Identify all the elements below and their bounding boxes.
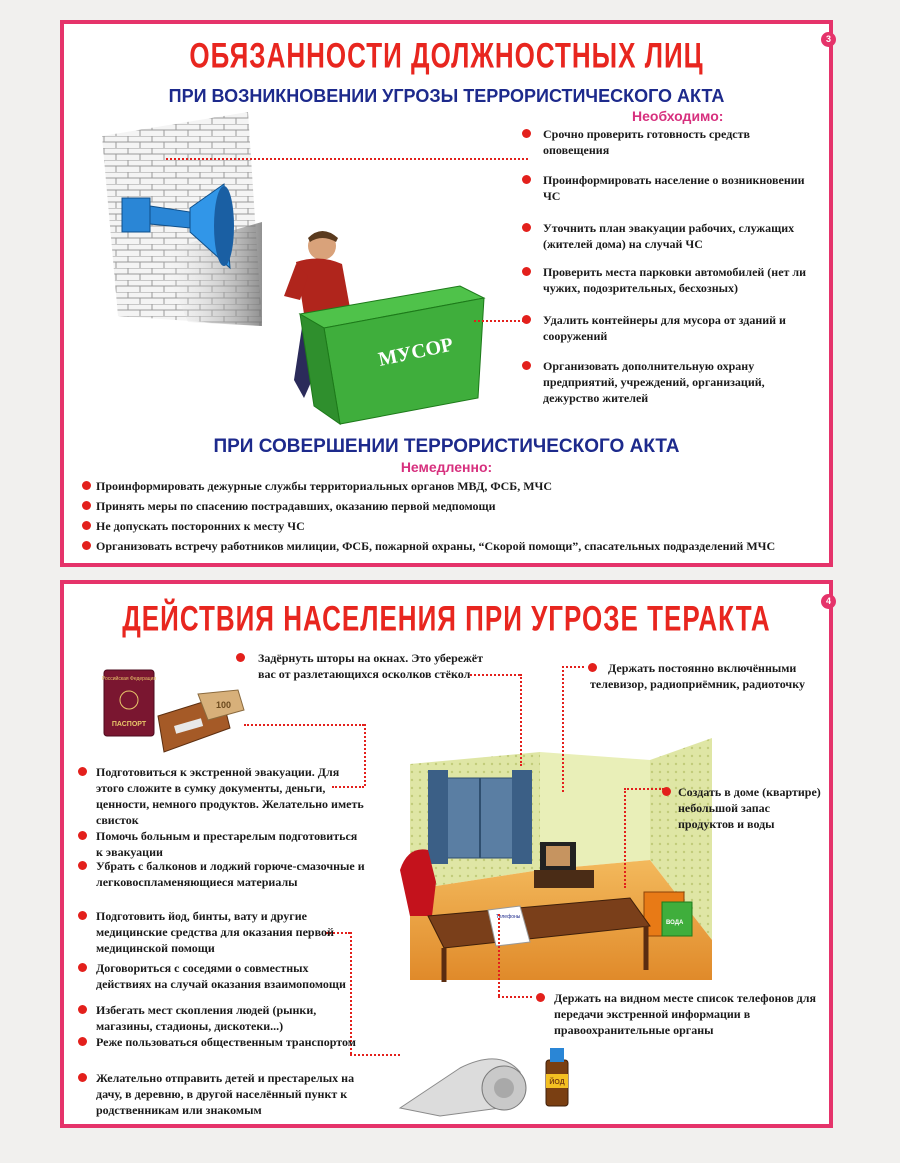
list-item: Проинформировать дежурные службы территориальных органов МВД, ФСБ, МЧС bbox=[96, 479, 553, 493]
bullet bbox=[82, 541, 91, 550]
connector-line bbox=[498, 914, 500, 996]
list-item: Проинформировать население о возникновении ЧС bbox=[543, 173, 805, 203]
connector-line bbox=[562, 666, 584, 668]
list-item: Избегать мест скопления людей (рынки, магазины, стадионы, дискотеки...) bbox=[96, 1003, 317, 1033]
connector-line bbox=[624, 788, 626, 888]
page-number: 4 bbox=[821, 594, 836, 609]
list-item: Желательно отправить детей и престарелых на дачу, в деревню, в другой населённый пункт к родственникам или знакомым bbox=[96, 1071, 355, 1117]
bullet bbox=[78, 831, 87, 840]
connector-line bbox=[562, 666, 564, 792]
list-item: Реже пользоваться общественным транспортом bbox=[96, 1035, 356, 1049]
list-item: Помочь больным и престарелым подготовиться к эвакуации bbox=[96, 829, 358, 859]
bullet bbox=[536, 993, 545, 1002]
list-item: Убрать с балконов и лоджий горюче-смазочные и легковоспламеняющиеся материалы bbox=[96, 859, 365, 889]
bullet bbox=[522, 129, 531, 138]
page-number: 3 bbox=[821, 32, 836, 47]
connector-line bbox=[350, 1054, 400, 1056]
list-item: Проверить места парковки автомобилей (нет ли чужих, подозрительных, бесхозных) bbox=[543, 265, 807, 295]
list-item: Договориться с соседями о совместных действиях на случай оказания взаимопомощи bbox=[96, 961, 346, 991]
bullet bbox=[78, 861, 87, 870]
connector-line bbox=[624, 788, 664, 790]
panel-official-duties bbox=[60, 20, 833, 567]
list-item: Принять меры по спасению пострадавших, оказанию первой медпомощи bbox=[96, 499, 496, 513]
panel-population-actions bbox=[60, 580, 833, 1128]
heading-necessary: Необходимо: bbox=[632, 108, 724, 124]
list-item: Удалить контейнеры для мусора от зданий и сооружений bbox=[543, 313, 786, 343]
curtains-text: Задёрнуть шторы на окнах. Это убережёт вас от разлетающихся осколков стёкол bbox=[258, 651, 484, 681]
bullet bbox=[522, 361, 531, 370]
connector-line bbox=[166, 158, 528, 160]
tv-text: Держать постоянно включёнными телевизор, радиоприёмник, радиоточку bbox=[590, 661, 805, 691]
section-subtitle-threat: ПРИ ВОЗНИКНОВЕНИИ УГРОЗЫ ТЕРРОРИСТИЧЕСКОГО АКТА bbox=[168, 86, 725, 106]
phones-text: Держать на видном месте список телефонов для передачи экстренной информации в правоохранительные органы bbox=[554, 991, 816, 1037]
bullet bbox=[82, 501, 91, 510]
garbage-bin-illustration bbox=[280, 230, 500, 430]
bullet bbox=[78, 1037, 87, 1046]
food-text: Создать в доме (квартире) небольшой запас продуктов и воды bbox=[678, 785, 821, 831]
bullet bbox=[522, 175, 531, 184]
bullet bbox=[78, 767, 87, 776]
connector-line bbox=[520, 674, 522, 766]
passport-label: ПАСПОРТ bbox=[111, 721, 147, 728]
bullet bbox=[522, 315, 531, 324]
heading-immediately: Немедленно: bbox=[400, 459, 493, 475]
list-item: Не допускать посторонних к месту ЧС bbox=[96, 519, 305, 533]
connector-line bbox=[244, 724, 364, 726]
iodine-label: ЙОД bbox=[549, 1079, 565, 1086]
bullet bbox=[78, 963, 87, 972]
section-subtitle-act: ПРИ СОВЕРШЕНИИ ТЕРРОРИСТИЧЕСКОГО АКТА bbox=[213, 436, 680, 457]
list-item: Организовать дополнительную охрану предприятий, учреждений, организаций, дежурство жителей bbox=[543, 359, 765, 405]
bullet bbox=[78, 1005, 87, 1014]
panel-title: ДЕЙСТВИЯ НАСЕЛЕНИЯ ПРИ УГРОЗЕ ТЕРАКТА bbox=[122, 598, 771, 639]
water-box-label: ВОДА bbox=[666, 920, 684, 926]
room-illustration bbox=[400, 720, 720, 980]
bullet bbox=[662, 787, 671, 796]
documents-illustration bbox=[98, 666, 248, 766]
list-item: Уточнить план эвакуации рабочих, служащих (жителей дома) на случай ЧС bbox=[543, 221, 795, 251]
list-item: Подготовиться к экстренной эвакуации. Для этого сложите в сумку документы, деньги, ценности, немного продуктов. Желательно иметь свисток bbox=[96, 765, 364, 827]
bullet bbox=[82, 481, 91, 490]
bullet bbox=[522, 223, 531, 232]
phone-list-paper: Телефоны bbox=[496, 914, 521, 920]
list-item: Организовать встречу работников милиции, ФСБ, пожарной охраны, “Скорой помощи”, спасательных подразделений МЧС bbox=[96, 539, 776, 553]
bullet bbox=[78, 1073, 87, 1082]
list-item: Подготовить йод, бинты, вату и другие медицинские средства для оказания первой медицинской помощи bbox=[96, 909, 334, 955]
bullet bbox=[236, 653, 245, 662]
bullet bbox=[78, 911, 87, 920]
connector-line bbox=[498, 996, 532, 998]
loudspeaker-illustration bbox=[98, 112, 268, 332]
passport-country: Российская Федерация bbox=[101, 676, 157, 682]
connector-line bbox=[474, 320, 528, 322]
bullet bbox=[522, 267, 531, 276]
list-item: Срочно проверить готовность средств оповещения bbox=[543, 127, 750, 157]
bin-label: МУСОР bbox=[376, 333, 456, 371]
panel-title: ОБЯЗАННОСТИ ДОЛЖНОСТНЫХ ЛИЦ bbox=[189, 35, 704, 76]
bullet bbox=[82, 521, 91, 530]
banknote-label: 100 bbox=[216, 700, 232, 710]
